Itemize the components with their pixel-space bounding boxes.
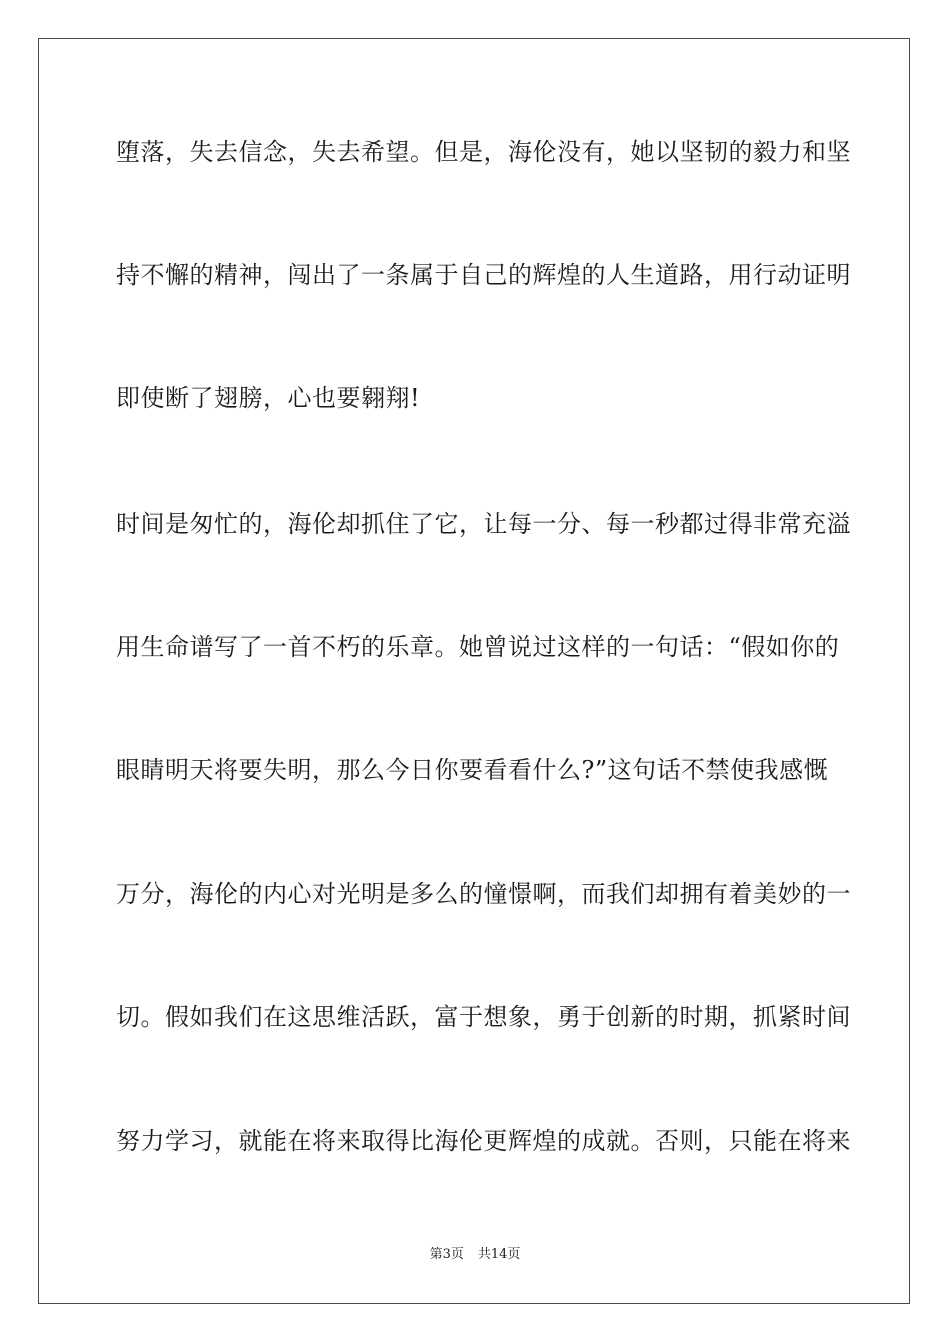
text-line: 万分，海伦的内心对光明是多么的憧憬啊，而我们却拥有着美妙的一 (116, 880, 851, 908)
page-border (38, 38, 910, 1304)
text-line: 切。假如我们在这思维活跃，富于想象，勇于创新的时期，抓紧时间 (116, 1003, 851, 1031)
page-footer (0, 1246, 950, 1264)
text-line: 堕落，失去信念，失去希望。但是，海伦没有，她以坚韧的毅力和坚 (116, 138, 851, 166)
text-line: 努力学习，就能在将来取得比海伦更辉煌的成就。否则，只能在将来 (116, 1127, 851, 1155)
text-line: 时间是匆忙的，海伦却抓住了它，让每一分、每一秒都过得非常充溢 (116, 510, 851, 538)
text-line: 持不懈的精神，闯出了一条属于自己的辉煌的人生道路，用行动证明 (116, 261, 851, 289)
text-line: 用生命谱写了一首不朽的乐章。她曾说过这样的一句话：“假如你的 (116, 633, 840, 661)
page-number: 第3页 (429, 1247, 464, 1262)
text-line: 眼睛明天将要失明，那么今日你要看看什么?”这句话不禁使我感慨 (116, 756, 829, 784)
text-line: 即使断了翅膀，心也要翱翔! (116, 384, 421, 412)
page-total: 共14页 (477, 1247, 521, 1262)
